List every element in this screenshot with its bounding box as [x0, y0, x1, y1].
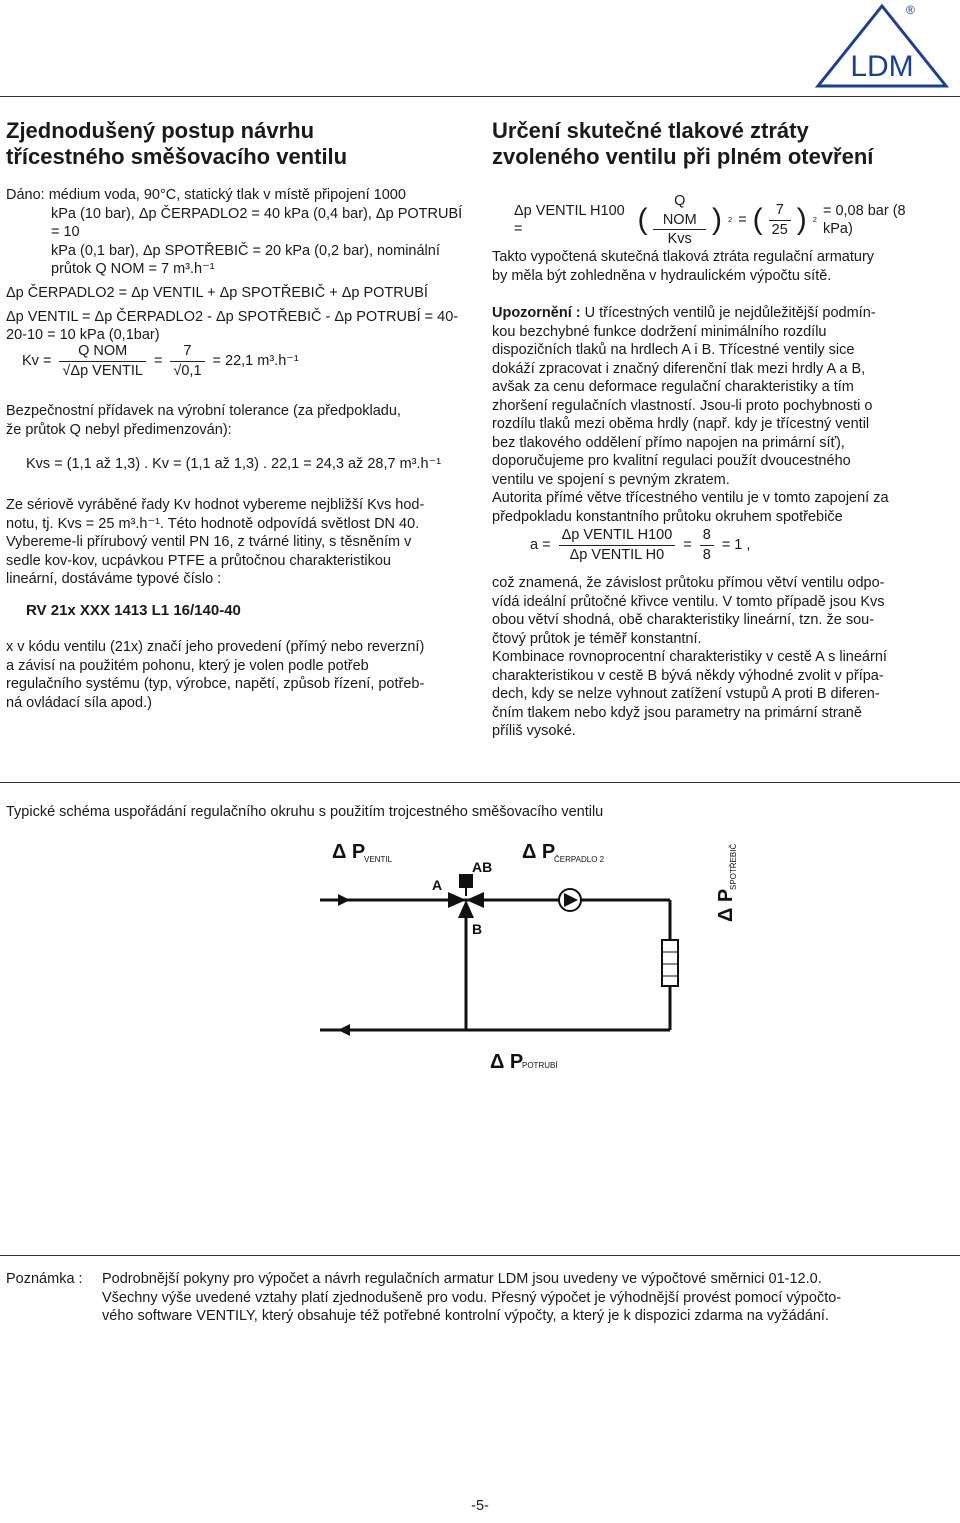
schema-caption: Typické schéma uspořádání regulačního okruhu s použitím trojcestného směšovacího ventilu	[6, 804, 604, 820]
left-column	[6, 118, 466, 170]
warning-block: Upozornění : U třícestných ventilů je nejdůležitější podmín- kou bezchybné funkce dodržení minimálního rozdílu dispozičních tlaků na hrdlech A i B. Třícestné ventily sice dokáží zpracovat i značný diferenční tlak mezi hrdly A a B, avšak za cenu deformace regulační charakteristiky a tím zhoršení regulačních vlastností. Jsou-li proto pochybnosti o rozdílu tlaků mezi oběma hrdly (např. kdy je třícestný ventil bez tlakového oddělení přímo napojen na primární síť), doporučujeme pro kvalitní regulaci použít dvoucestného ventilu ve spojení s pevným zkratem. Autorita přímé větve třícestného ventilu je v tomto zapojení za předpokladu konstantního průtoku okruhem spotřebiče	[492, 305, 889, 525]
lower-rule	[0, 1255, 960, 1256]
right-title: Určení skutečné tlakové ztráty zvoleného ventilu při plném otevření	[492, 118, 874, 169]
kv-equation: Kv = $\frac{\text{Q NOM}}{\text{√Δp VENTIL}}$ = $\frac{7}{√0,1}$ = 22,1 m³.h⁻¹	[22, 343, 299, 379]
svg-text:VENTIL: VENTIL	[364, 855, 393, 864]
type-code: RV 21x XXX 1413 L1 16/140-40	[26, 602, 241, 619]
kv-fraction-1: $\frac{\text{Q NOM}}{\text{√Δp VENTIL}}$	[59, 342, 146, 380]
given-line-4: průtok Q NOM = 7 m³.h⁻¹	[51, 261, 215, 277]
page-number: -5-	[471, 1498, 489, 1514]
note-label: Poznámka :	[6, 1271, 83, 1287]
svg-text:ČERPADLO 2: ČERPADLO 2	[554, 855, 605, 864]
safety-block: Bezpečnostní přídavek na výrobní tolerance (za předpokladu, že průtok Q nebyl předimenzován): Kvs = (1,1 až 1,3) . Kv = (1,1 až 1,3) . 22,1 = 24,3 až 28,7 m³.h⁻¹	[6, 402, 466, 474]
authority-equation: a = $\frac{\text{Δp VENTIL H100}}{\text{Δp VENTIL H0}}$ = $\frac{8}{8}$ = 1 ,	[530, 527, 751, 563]
label-dp-potrubi: Δ P	[490, 1051, 524, 1070]
eq-1: Δp ČERPADLO2 = Δp VENTIL + Δp SPOTŘEBIČ + Δp POTRUBÍ	[6, 285, 428, 301]
equation-balance	[6, 284, 476, 345]
label-dp-cerpadlo: Δ P	[522, 841, 556, 863]
svg-text:SPOTŘEBIČ: SPOTŘEBIČ	[729, 843, 738, 890]
eq-2: Δp VENTIL = Δp ČERPADLO2 - Δp SPOTŘEBIČ - Δp POTRUBÍ = 40-20-10 = 10 kPa (0,1bar)	[6, 308, 459, 343]
three-way-valve	[448, 874, 484, 918]
mid-rule	[0, 782, 960, 783]
given-block	[6, 186, 466, 279]
takto-block: Takto vypočtená skutečná tlaková ztráta regulační armatury by měla být zohledněna v hydraulickém výpočtu sítě.	[492, 249, 875, 284]
ldm-logo	[812, 0, 952, 92]
right-column	[492, 118, 954, 170]
label-dp-ventil: Δ P	[332, 841, 366, 863]
kv-label: Kv =	[22, 352, 52, 369]
note-block: Poznámka : Podrobnější pokyny pro výpočet a návrh regulačních armatur LDM jsou uvedeny ve výpočtové směrnici 01-12.0. Všechny výše uvedené vztahy platí zjednodušeně pro vodu. Přesný výpočet je výhodnější provést pomocí výpočto- vého software VENTILY, který obsahuje též potřebné kontrolní výpočty, a který je k dispozici zdarma na vyžádání.	[6, 1271, 842, 1324]
given-line-2: kPa (10 bar), Δp ČERPADLO2 = 40 kPa (0,4 bar), Δp POTRUBÍ = 10	[51, 205, 463, 240]
conclusion-block: což znamená, že závislost průtoku přímou větví ventilu odpo- vídá ideální průtočné křivce ventilu. V tomto případě jsou Kvs obou větví shodná, obě charakteristiky lineární, tzn. že sou- čtový průtok je téměř konstantní. Kombinace rovnoprocentní charakteristiky v cestě A s lineární charakteristikou v cestě B bývá někdy výhodné zvolit v přípa- dech, kdy se nelze vyhnout zatížení vstupů A proti B diferen- čním tlakem nebo když jsou parametry na primární straně příliš vysoké.	[492, 575, 887, 739]
svg-text:POTRUBÍ: POTRUBÍ	[522, 1061, 558, 1070]
circuit-diagram	[300, 830, 770, 1070]
left-title: Zjednodušený postup návrhu třícestného směšovacího ventilu	[6, 118, 348, 169]
kvs-line: Kvs = (1,1 až 1,3) . Kv = (1,1 až 1,3) . 22,1 = 24,3 až 28,7 m³.h⁻¹	[26, 456, 442, 472]
consumer-icon	[662, 940, 678, 986]
logo-text: LDM	[850, 50, 914, 83]
warning-label: Upozornění :	[492, 305, 581, 321]
given-line-3: kPa (0,1 bar), Δp SPOTŘEBIČ = 20 kPa (0,2 bar), nominální	[51, 242, 440, 259]
registered-mark: ®	[906, 3, 915, 17]
loss-equation: Δp VENTIL H100 = ( $\frac{\text{Q NOM}}{\text{Kvs}}$ ) 2 = ( $\frac{7}{25}$ ) 2 = 0,08 bar (8 kPa)	[514, 192, 934, 249]
series-block: Ze sériově vyráběné řady Kv hodnot vybereme nejbližší Kvs hod- notu, tj. Kvs = 25 m³.h⁻¹. Této hodnotě odpovídá světlost DN 40. Vybereme-li přírubový ventil PN 16, z tvárné litiny, s těsněním v sedle kov-kov, ucpávkou PTFE a průtočnou charakteristikou lineární, dostáváme typové číslo :	[6, 497, 425, 587]
loss-result: = 0,08 bar (8 kPa)	[822, 202, 906, 238]
port-a: A	[432, 877, 443, 893]
top-rule	[0, 96, 960, 97]
kv-fraction-2: $\frac{7}{√0,1}$	[170, 342, 204, 380]
kv-result: = 22,1 m³.h⁻¹	[212, 352, 299, 369]
x-code-block: x v kódu ventilu (21x) značí jeho provedení (přímý nebo reverzní) a závisí na použitém pohonu, který je volen podle potřeb regulačního systému (typ, výrobce, napětí, způsob řízení, potřeb- ná ovládací síla apod.)	[6, 639, 425, 711]
port-ab: AB	[472, 859, 493, 875]
given-line-1: Dáno: médium voda, 90°C, statický tlak v místě připojení 1000	[6, 187, 406, 203]
port-b: B	[472, 921, 483, 937]
pump-icon	[559, 889, 581, 911]
label-dp-spotrebic: Δ P	[715, 888, 737, 922]
